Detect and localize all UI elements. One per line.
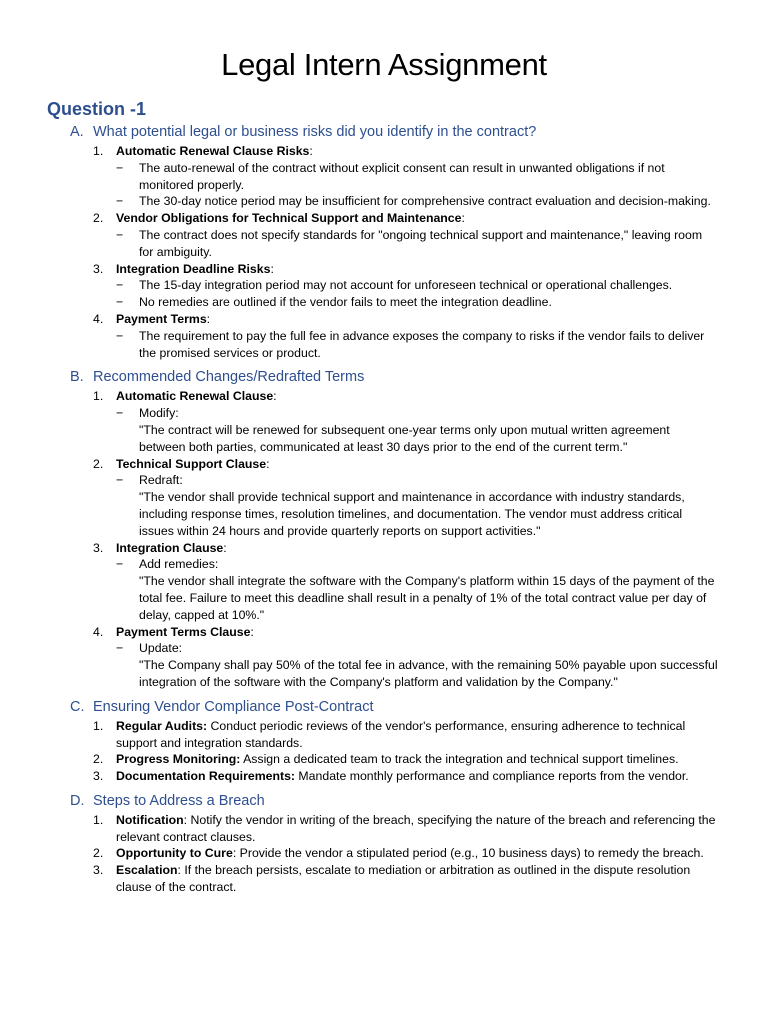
bullet-item [116, 472, 718, 539]
list-item [0, 812, 768, 846]
section-letter: C. [70, 698, 85, 715]
item-label-colon: : [309, 144, 313, 158]
list-item [0, 143, 768, 210]
item-number: 3. [93, 769, 104, 784]
bullet-text: The 15-day integration period may not account for unforeseen technical or operational challenges. [139, 278, 673, 293]
item-label: Progress Monitoring: [116, 752, 241, 767]
dash-marker: − [116, 194, 124, 209]
item-number: 2. [93, 211, 104, 226]
bullet-lead: Redraft: [139, 473, 183, 488]
item-label: Automatic Renewal Clause [116, 389, 274, 404]
section-letter: B. [70, 369, 84, 386]
list-item [0, 456, 768, 540]
section-heading [0, 367, 768, 387]
item-number: 2. [93, 846, 104, 861]
bullet-text: "The vendor shall provide technical support and maintenance in accordance with industry standards, including response times, resolution timelines, and documentation. The vendor must address critical issues within 24 hours and provide quarterly reports on support activities." [139, 490, 685, 538]
bullet-text: The contract does not specify standards for "ongoing technical support and maintenance," leaving room for ambiguity. [139, 227, 703, 259]
item-label-colon: : [223, 540, 227, 555]
item-number: 2. [93, 456, 104, 471]
bullet-list [116, 160, 718, 210]
item-label: Automatic Renewal Clause Risks [116, 144, 310, 158]
list-item [0, 751, 768, 768]
bullet-list [116, 277, 718, 311]
bullet-list [116, 328, 718, 362]
list-item [0, 845, 768, 862]
section-letter: D. [70, 792, 85, 809]
dash-marker: − [116, 328, 124, 343]
item-label-colon: : [273, 389, 277, 404]
item-label: Escalation [116, 863, 178, 878]
item-label-colon: : [266, 456, 270, 471]
item-label: Payment Terms [116, 311, 207, 326]
page-title: Legal Intern Assignment [221, 47, 547, 82]
section-heading-text: What potential legal or business risks did you identify in the contract? [93, 124, 537, 140]
bullet-text: No remedies are outlined if the vendor fails to meet the integration deadline. [139, 295, 552, 310]
bullet-text: "The Company shall pay 50% of the total fee in advance, with the remaining 50% payable upon successful integration of the software with the Company's platform and validation by the Company." [139, 658, 718, 689]
bullet-text: "The contract will be renewed for subsequent one-year terms only upon mutual written agreement between both parties, communicated at least 30 days prior to the end of the current term." [139, 422, 670, 454]
item-number: 4. [93, 624, 104, 639]
bullet-item [116, 640, 718, 690]
bullet-text: The auto-renewal of the contract without explicit consent can result in unwanted obligations if not monitored properly. [139, 160, 665, 192]
section-b [0, 367, 768, 690]
list-item [0, 718, 768, 752]
item-label: Notification [116, 812, 184, 827]
item-label: Integration Deadline Risks [116, 261, 271, 276]
item-number: 1. [93, 389, 104, 404]
list-item [0, 261, 768, 311]
item-label: Regular Audits: [116, 718, 208, 733]
dash-marker: − [116, 641, 124, 656]
item-number: 1. [93, 718, 104, 733]
question-heading: Question -1 [47, 99, 147, 119]
dash-marker: − [116, 406, 124, 421]
bullet-list [116, 640, 718, 690]
bullet-text: "The vendor shall integrate the software with the Company's platform within 15 days of the payment of the total fee. Failure to meet this deadline shall result in a penalty of 1% of the total contract value per day of delay, capped at 10%." [139, 574, 715, 622]
item-label: Documentation Requirements: [116, 769, 296, 784]
bullet-list [116, 472, 718, 539]
section-letter: A. [70, 124, 84, 140]
bullet-list [116, 405, 718, 455]
item-number: 1. [93, 812, 104, 827]
bullet-item [116, 405, 718, 455]
item-text: Mandate monthly performance and compliance reports from the vendor. [295, 769, 689, 784]
item-number: 3. [93, 863, 104, 878]
list-item [0, 768, 768, 785]
document-body [0, 122, 768, 902]
item-label-colon: : [250, 624, 254, 639]
dash-marker: − [116, 278, 124, 293]
item-label: Opportunity to Cure [116, 846, 233, 861]
bullet-item [116, 160, 718, 194]
list-item [0, 540, 768, 624]
item-label: Technical Support Clause [116, 456, 267, 471]
dash-marker: − [116, 557, 124, 572]
bullet-item [116, 277, 718, 294]
section-heading [0, 122, 768, 142]
item-number: 3. [93, 540, 104, 555]
list-item [0, 624, 768, 691]
item-number: 1. [93, 144, 104, 158]
item-text: : Notify the vendor in writing of the breach, specifying the nature of the breach and referencing the relevant contract clauses. [116, 812, 716, 844]
bullet-text: The 30-day notice period may be insufficient for comprehensive contract evaluation and decision-making. [139, 194, 711, 209]
item-number: 2. [93, 752, 104, 767]
bullet-text: The requirement to pay the full fee in advance exposes the company to risks if the vendor fails to deliver the promised services or product. [139, 328, 705, 360]
bullet-lead: Update: [139, 641, 183, 656]
item-number: 4. [93, 311, 104, 326]
item-label-colon: : [270, 261, 274, 276]
item-number: 3. [93, 261, 104, 276]
list-item [0, 388, 768, 455]
list-item [0, 862, 768, 896]
section-heading [0, 791, 768, 811]
item-text: : If the breach persists, escalate to mediation or arbitration as outlined in the dispute resolution clause of the contract. [116, 863, 691, 895]
section-c [0, 697, 768, 785]
bullet-list [116, 227, 718, 261]
section-d [0, 791, 768, 896]
section-heading [0, 697, 768, 717]
item-label-colon: : [206, 311, 211, 326]
item-label: Vendor Obligations for Technical Support and Maintenance [116, 211, 462, 226]
item-text: Assign a dedicated team to track the integration and technical support timelines. [240, 752, 679, 767]
bullet-item [116, 193, 718, 210]
item-text: : Provide the vendor a stipulated period (e.g., 10 business days) to remedy the breach. [232, 846, 704, 861]
section-a [0, 122, 768, 361]
dash-marker: − [116, 227, 124, 242]
item-label-colon: : [461, 211, 465, 226]
bullet-item [116, 294, 718, 311]
dash-marker: − [116, 160, 124, 175]
bullet-lead: Add remedies: [139, 557, 219, 572]
list-item [0, 311, 768, 361]
bullet-list [116, 556, 718, 623]
section-heading-text: Steps to Address a Breach [93, 792, 265, 809]
bullet-item [116, 556, 718, 623]
item-label: Payment Terms Clause [116, 624, 251, 639]
dash-marker: − [116, 473, 124, 488]
section-heading-text: Recommended Changes/Redrafted Terms [93, 369, 365, 386]
dash-marker: − [116, 295, 124, 310]
bullet-lead: Modify: [139, 406, 179, 421]
bullet-item [116, 328, 718, 362]
bullet-item [116, 227, 718, 261]
list-item [0, 210, 768, 260]
item-label: Integration Clause [116, 540, 224, 555]
section-heading-text: Ensuring Vendor Compliance Post-Contract [93, 698, 374, 715]
item-text: Conduct periodic reviews of the vendor's performance, ensuring adherence to technical support and integration standards. [116, 718, 686, 750]
